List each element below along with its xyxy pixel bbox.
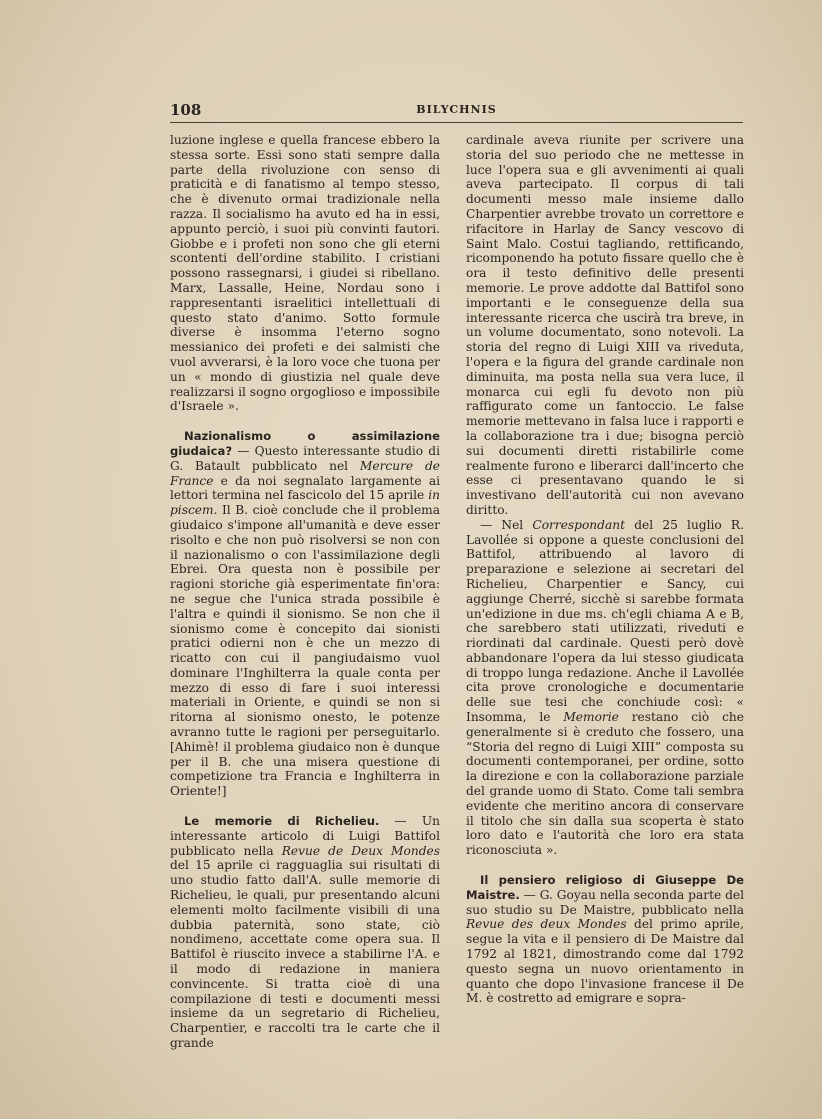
section-richelieu [170,814,440,1051]
section-text: — Un interessante articolo di Luigi Battifol pubblicato nella [170,814,440,858]
running-title: BILYCHNIS [416,103,497,116]
left-column [170,133,440,1051]
emphasis-text: in piscem. [170,488,440,518]
journal-title: Revue de Deux Mondes [281,843,440,858]
section-text: — G. Goyau nella seconda parte del suo studio su De Maistre, pubblicato nella [466,887,744,917]
paragraph-lavollee [466,518,744,858]
section-text: del 15 aprile ci ragguaglia sui risultati di uno studio fatto dall'A. sulle memorie di Richelieu, le quali, pur presentando alcuni elementi molto facilmente visibili di una dubbia paternità, sono state, ciò nondimeno, accettate come opera sua. Il Battifol è riuscito invece a stabilirne l'A. e il modo di redazione in maniera convincente. Si tratta cioè di una compilazione di testi e documenti messi insieme da un segretario di Richelieu, Charpentier, e raccolti tra le carte che il grande [170,858,440,1051]
section-title: Il pensiero religioso di Giuseppe De Maistre. [466,873,744,902]
section-text: — Nel [480,517,533,532]
journal-title: Correspondant [532,517,625,532]
journal-title: Mercure de France [170,458,440,488]
section-text: — Questo interessante studio di G. Batault pubblicato nel [170,443,440,473]
section-de-maistre [466,873,744,1006]
section-title: Nazionalismo o assimilazione giudaica? [170,429,440,458]
emphasis-text: Memorie [563,710,619,725]
section-text: restano ciò che generalmente si è creduto che fossero, una “Storia del regno di Luigi XIII” composta su documenti contemporanei, per ordine, sotto la direzione e con la collaborazione parziale del grande uomo di Stato. Come tali sembra evidente che meritino ancora di conservare il titolo che sin dalla sua scoperta è stato loro dato e l'autorità che loro era stata riconosciuta ». [466,710,744,858]
section-text: del primo aprile, segue la vita e il pensiero di De Maistre dal 1792 al 1821, dimostrando come dal 1792 questo segna un nuovo orientamento in quanto che dopo l'invasione francese il De M. è costretto ad emigrare e sopra- [466,917,744,1006]
paragraph-continuation: cardinale aveva riunite per scrivere una storia del suo periodo che ne mettesse in luce l'opera sua e gli avvenimenti ai quali aveva partecipato. Il corpus di tali documenti messo male insieme dallo Charpentier avrebbe trovato un correttore e rifacitore in Harlay de Sancy vescovo di Saint Malo. Costui tagliando, rettificando, ricomponendo ha potuto fissare quello che è ora il testo definitivo delle presenti memorie. Le prove addotte dal Battifol sono importanti e le conseguenze della sua interessante ricerca che uscirà tra breve, in un volume documentato, sono notevoli. La storia del regno di Luigi XIII va riveduta, l'opera e la figura del grande cardinale non diminuita, ma posta nella sua vera luce, il monarca cui egli fu devoto non più raffigurato come un fantoccio. Le false memorie mettevano in falsa luce i rapporti e la collaborazione tra i due; bisogna perciò sui documenti diretti ristabilirle come realmente furono e liberarci dall'incerto che esse ci presentavano quando le si investivano dell'autorità cui non avevano diritto. [466,133,744,517]
paragraph-continuation: luzione inglese e quella francese ebbero la stessa sorte. Essi sono stati sempre dalla parte della rivoluzione con senso di praticità e di fanatismo al tempo stesso, che è divenuto ormai tradizionale nella razza. Il socialismo ha avuto ed ha in essi, appunto perciò, i suoi più convinti fautori. Giobbe e i profeti non sono che gli eterni scontenti dell'ordine stabilito. I cristiani possono rassegnarsi, i giudei si ribellano. Marx, Lassalle, Heine, Nordau sono i rappresentanti israelitici intellettuali di questo stato d'animo. Sotto formule diverse è insomma l'eterno sogno messianico dei profeti e dei salmisti che vuol avverarsi, è la loro voce che tuona per un « mondo di giustizia nel quale deve realizzarsi il sogno orgoglioso e impossibile d'Israele ». [170,133,440,414]
section-nazionalismo [170,429,440,799]
right-column [466,133,744,1006]
section-text: e da noi segnalato largamente ai lettori termina nel fascicolo del 15 aprile [170,473,440,503]
journal-title: Revue des deux Mondes [466,917,627,932]
section-title: Le memorie di Richelieu. [184,814,380,829]
section-text: del 25 luglio R. Lavollée si oppone a queste conclusioni del Battifol, attribuendo al lavoro di preparazione e selezione ai secretari del Richelieu, Charpentier e Sancy, cui aggiunge Cherré, sicchè si sarebbe formata un'edizione in due ms. ch'egli chiama A e B, che sarebbero stati utilizzati, riveduti e riordinati dal cardinale. Questi però dovè abbandonare l'opera da lui stesso giudicata di troppo lunga redazione. Anche il Lavollée cita prove cronologiche e documentarie delle sue tesi che conchiude così: « Insomma, le [466,517,744,725]
section-text: Il B. cioè conclude che il problema giudaico s'impone all'umanità e deve esser risolto e che non può risolversi se non con il nazionalismo o con l'assimilazione degli Ebrei. Ora questa non è possibile per ragioni storiche già esperimentate fin'ora: ne segue che l'unica strada possibile è l'altra e quindi il sionismo. Se non che il sionismo come è concepito dai sionisti pratici odierni non è che un mezzo di ricatto con cui il pangiudaismo vuol dominare l'Inghilterra la quale conta per mezzo di esso di fare i suoi interessi materiali in Oriente, e quindi se non si ritorna al sionismo onesto, le potenze avranno tutte le ragioni per perseguitarlo. [Ahimè! il problema giudaico non è dunque per il B. che una misera questione di competizione tra Francia e Inghilterra in Oriente!] [170,503,440,799]
page-header [170,100,743,123]
page-number: 108 [170,101,202,119]
